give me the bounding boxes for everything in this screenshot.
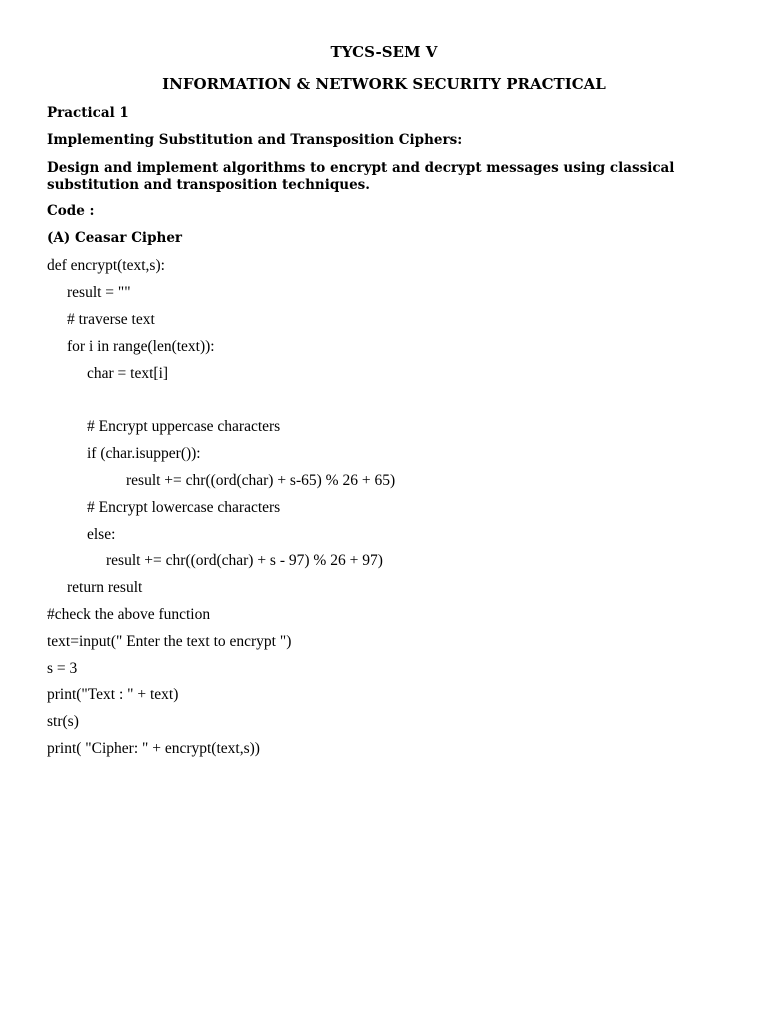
practical-description: Design and implement algorithms to encrypt and decrypt messages using classical substitution and transposition techniques. [47,160,675,193]
code-line: text=input(" Enter the text to encrypt ") [47,633,292,650]
code-line: else: [87,526,116,543]
code-line: print( "Cipher: " + encrypt(text,s)) [47,740,260,757]
code-line: def encrypt(text,s): [47,257,165,274]
code-line: result = "" [67,284,131,301]
code-line: result += chr((ord(char) + s-65) % 26 + 65) [126,472,396,489]
practical-number: Practical 1 [47,105,129,121]
practical-heading: Implementing Substitution and Transposition Ciphers: [47,132,463,148]
code-line: return result [67,579,143,596]
code-line: char = text[i] [87,365,169,382]
code-line: #check the above function [47,606,211,623]
document-subtitle: INFORMATION & NETWORK SECURITY PRACTICAL [162,75,606,93]
code-line: for i in range(len(text)): [67,338,215,355]
section-heading: (A) Ceasar Cipher [47,230,183,246]
code-line: print("Text : " + text) [47,686,179,703]
code-line: # traverse text [67,311,155,328]
code-label: Code : [47,203,95,219]
code-line: # Encrypt uppercase characters [87,418,281,435]
code-line: if (char.isupper()): [87,445,201,462]
code-line: result += chr((ord(char) + s - 97) % 26 + 97) [106,552,383,569]
document-title: TYCS-SEM V [330,43,438,61]
code-line: # Encrypt lowercase characters [87,499,281,516]
code-line: str(s) [47,713,79,730]
code-line: s = 3 [47,660,78,677]
